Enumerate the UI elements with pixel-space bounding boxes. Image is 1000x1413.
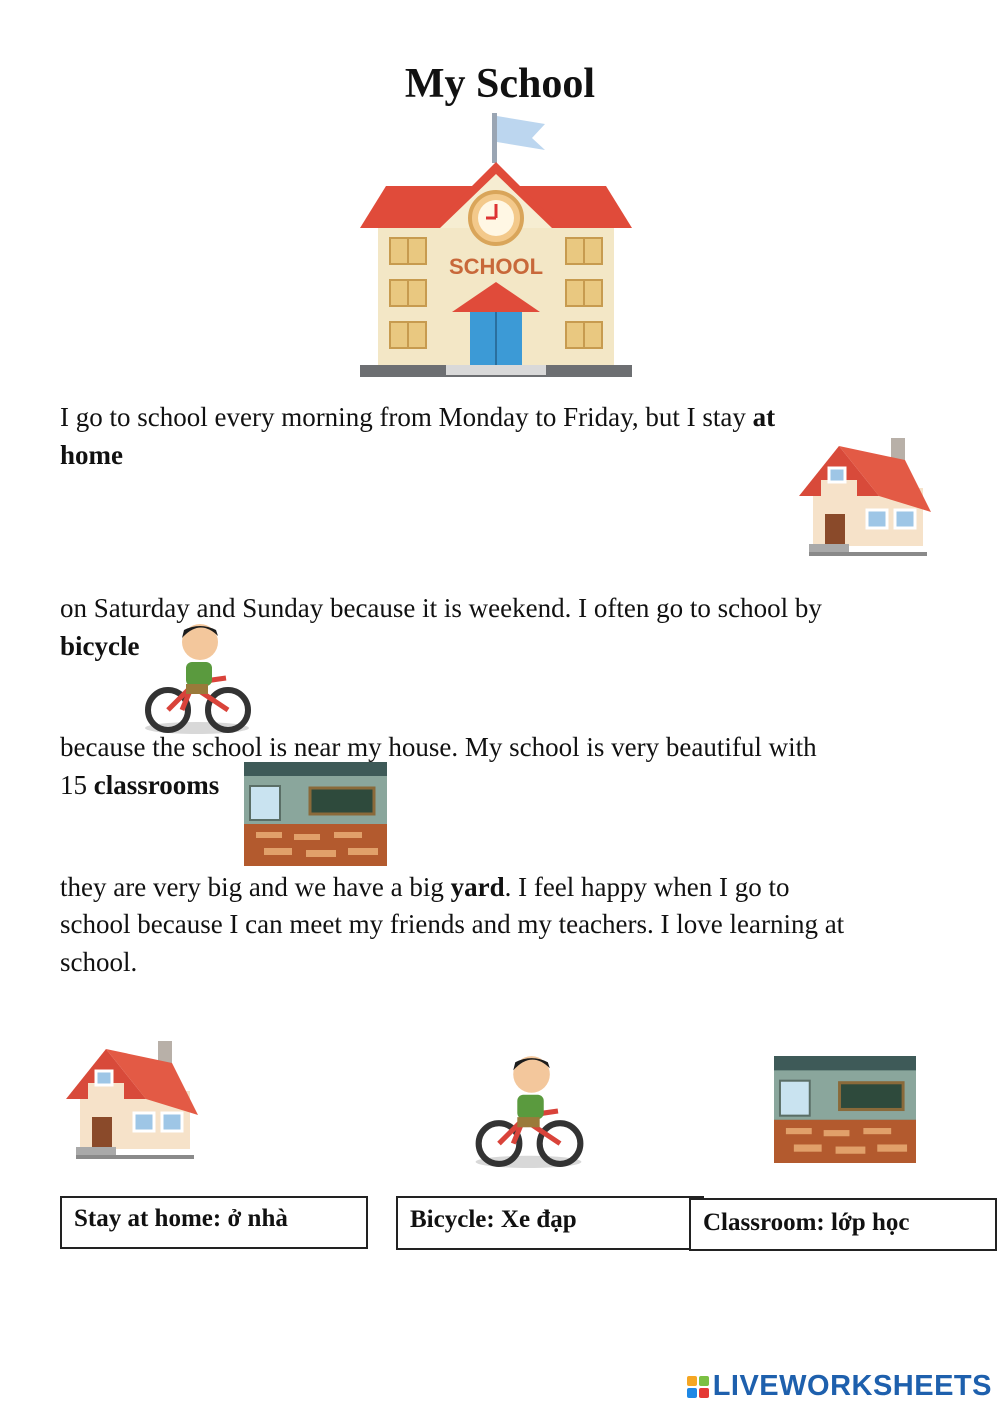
keyword-bicycle: bicycle [60,631,140,661]
paragraph-2-line-2 [60,627,139,665]
paragraph-1-line-2 [60,436,123,474]
house-icon [795,420,935,560]
vocab-box-bicycle [396,1196,704,1250]
school-sign: SCHOOL [448,254,544,279]
boy-on-bicycle-icon [140,618,255,736]
brand-name: LIVEWORKSHEETS [712,1370,992,1402]
paragraph-text: I go to school every morning from Monday to Friday, but I stay [60,402,753,432]
page-title: My School [404,61,596,107]
vocab-label: Stay at home: ở nhà [74,1204,288,1232]
paragraph-4-line-2: school because I can meet my friends and my teachers. I love learning at [60,909,845,939]
paragraph-text: . I feel happy when I go to [504,872,790,902]
brand-logo-icon [687,1376,709,1398]
classroom-icon [244,762,387,866]
keyword-yard: yard [450,872,505,902]
vocab-box-home [60,1196,368,1249]
paragraph-4-line-1 [60,868,790,906]
paragraph-3-line-1 [60,728,817,766]
keyword-home: home [60,440,123,470]
paragraph-text: 15 [60,770,94,800]
liveworksheets-logo[interactable] [687,1370,992,1403]
school-building-icon [360,110,632,382]
paragraph-text: because the school is near my house. My school is very beautiful with [60,732,817,762]
paragraph-1-line-1 [60,398,775,436]
vocab-box-classroom [689,1198,997,1251]
keyword-at: at [752,402,776,432]
boy-on-bicycle-icon [470,1050,588,1170]
vocab-label: Bicycle: Xe đạp [410,1206,577,1233]
paragraph-4-line-3: school. [60,947,138,977]
paragraph-3-line-2 [60,766,219,804]
house-icon [62,1022,202,1164]
classroom-icon [774,1056,916,1163]
keyword-classrooms: classrooms [93,770,220,800]
paragraph-text: they are very big and we have a big [60,872,451,902]
paragraph-text: on Saturday and Sunday because it is weekend. I often go to school by [60,593,822,623]
vocab-label: Classroom: lớp học [703,1208,910,1236]
